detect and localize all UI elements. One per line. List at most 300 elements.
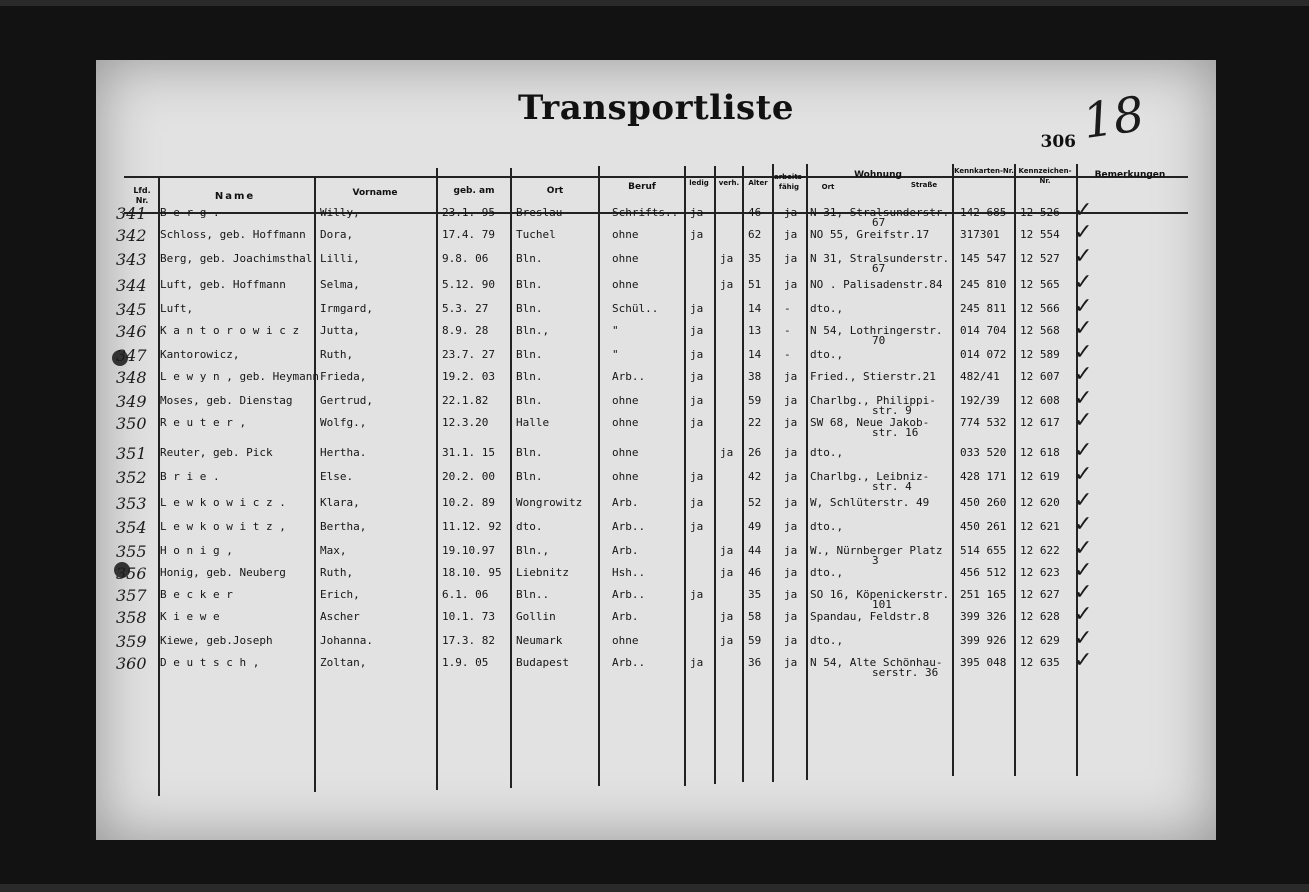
row-ort: Bln. [516, 302, 543, 315]
row-kennzeichen-nr: 12 627 [1020, 588, 1060, 601]
row-kennzeichen-nr: 12 568 [1020, 324, 1060, 337]
checkmark-icon: ✓ [1074, 512, 1093, 537]
checkmark-icon: ✓ [1074, 558, 1093, 583]
row-wohnung: dto., [810, 566, 844, 579]
row-beruf: Arb.. [612, 520, 646, 533]
row-beruf: " [612, 348, 619, 361]
row-wohnung-line2: 67 [872, 216, 886, 229]
row-geb-am: 17.4. 79 [442, 228, 495, 241]
row-arbeitsfaehig: ja [784, 496, 798, 509]
row-ledig: ja [690, 416, 704, 429]
row-geb-am: 22.1.82 [442, 394, 489, 407]
row-kennkarten-nr: 033 520 [960, 446, 1007, 459]
row-kennkarten-nr: 450 261 [960, 520, 1007, 533]
row-number: 343 [116, 250, 147, 269]
row-beruf: ohne [612, 416, 639, 429]
row-wohnung: Charlbg., Leibniz- [810, 470, 930, 483]
row-kennkarten-nr: 251 165 [960, 588, 1007, 601]
checkmark-icon: ✓ [1074, 408, 1093, 433]
row-arbeitsfaehig: ja [784, 228, 798, 241]
row-name: Luft, geb. Hoffmann [160, 278, 286, 291]
row-verh: ja [720, 544, 734, 557]
row-ledig: ja [690, 588, 704, 601]
row-name: Kantorowicz, [160, 348, 240, 361]
row-beruf: ohne [612, 634, 639, 647]
row-wohnung: dto., [810, 634, 844, 647]
row-name: D e u t s c h , [160, 656, 260, 669]
row-number: 358 [116, 608, 147, 627]
row-vorname: Jutta, [320, 324, 360, 337]
col-divider [314, 176, 316, 792]
row-kennzeichen-nr: 12 527 [1020, 252, 1060, 265]
row-verh: ja [720, 566, 734, 579]
row-arbeitsfaehig: ja [784, 252, 798, 265]
row-number: 357 [116, 586, 147, 605]
col-header-alter: Alter [748, 179, 768, 187]
col-divider [684, 166, 686, 786]
row-alter: 59 [748, 394, 762, 407]
row-beruf: Schrifts.. [612, 206, 679, 219]
row-number: 352 [116, 468, 147, 487]
col-header-wohnung-strasse: Straße [910, 181, 938, 189]
row-wohnung: NO 55, Greifstr.17 [810, 228, 930, 241]
row-wohnung: N 31, Stralsunderstr. [810, 252, 950, 265]
row-number: 356 [116, 564, 147, 583]
row-arbeitsfaehig: ja [784, 370, 798, 383]
row-arbeitsfaehig: ja [784, 656, 798, 669]
row-geb-am: 1.9. 05 [442, 656, 489, 669]
row-name: L e w k o w i c z . [160, 496, 286, 509]
row-name: K i e w e [160, 610, 220, 623]
row-ledig: ja [690, 496, 704, 509]
row-kennkarten-nr: 245 810 [960, 278, 1007, 291]
row-kennkarten-nr: 482/41 [960, 370, 1000, 383]
row-geb-am: 20.2. 00 [442, 470, 495, 483]
row-number: 349 [116, 392, 147, 411]
row-geb-am: 19.2. 03 [442, 370, 495, 383]
row-geb-am: 17.3. 82 [442, 634, 495, 647]
row-kennzeichen-nr: 12 623 [1020, 566, 1060, 579]
row-name: Reuter, geb. Pick [160, 446, 273, 459]
checkmark-icon: ✓ [1074, 340, 1093, 365]
row-vorname: Wolfg., [320, 416, 367, 429]
row-geb-am: 23.7. 27 [442, 348, 495, 361]
checkmark-icon: ✓ [1074, 438, 1093, 463]
row-arbeitsfaehig: - [784, 324, 791, 337]
row-wohnung: N 31, Stralsunderstr. [810, 206, 950, 219]
row-ort: dto. [516, 520, 543, 533]
row-alter: 44 [748, 544, 762, 557]
row-ort: Neumark [516, 634, 563, 647]
row-vorname: Dora, [320, 228, 354, 241]
row-geb-am: 6.1. 06 [442, 588, 489, 601]
row-wohnung: N 54, Alte Schönhau- [810, 656, 943, 669]
row-ort: Bln. [516, 278, 543, 291]
col-header-ledig: ledig [689, 179, 709, 187]
row-kennkarten-nr: 399 326 [960, 610, 1007, 623]
col-header-arbeitsfaehig: arbeits-fähig [774, 173, 805, 191]
row-ledig: ja [690, 656, 704, 669]
row-alter: 46 [748, 206, 762, 219]
row-number: 359 [116, 632, 147, 651]
row-vorname: Gertrud, [320, 394, 373, 407]
row-ort: Bln.. [516, 588, 550, 601]
row-ort: Bln., [516, 324, 550, 337]
row-alter: 14 [748, 302, 762, 315]
row-number: 360 [116, 654, 147, 673]
row-alter: 13 [748, 324, 762, 337]
row-ort: Budapest [516, 656, 569, 669]
row-verh: ja [720, 610, 734, 623]
row-kennzeichen-nr: 12 526 [1020, 206, 1060, 219]
row-wohnung: SO 16, Köpenickerstr. [810, 588, 950, 601]
col-divider [436, 168, 438, 790]
row-wohnung-line2: serstr. 36 [872, 666, 939, 679]
row-verh: ja [720, 634, 734, 647]
row-wohnung-line2: str. 9 [872, 404, 912, 417]
checkmark-icon: ✓ [1074, 602, 1093, 627]
row-name: Berg, geb. Joachimsthal [160, 252, 313, 265]
checkmark-icon: ✓ [1074, 362, 1093, 387]
row-kennkarten-nr: 399 926 [960, 634, 1007, 647]
row-geb-am: 19.10.97 [442, 544, 495, 557]
row-wohnung-line2: 101 [872, 598, 892, 611]
row-vorname: Selma, [320, 278, 360, 291]
col-header-lfd-nr: Lfd. Nr. [133, 186, 151, 205]
row-wohnung: dto., [810, 302, 844, 315]
row-name: Schloss, geb. Hoffmann [160, 228, 306, 241]
row-number: 342 [116, 226, 147, 245]
row-kennzeichen-nr: 12 621 [1020, 520, 1060, 533]
row-name: Moses, geb. Dienstag [160, 394, 293, 407]
row-kennkarten-nr: 192/39 [960, 394, 1000, 407]
row-alter: 59 [748, 634, 762, 647]
row-geb-am: 9.8. 06 [442, 252, 489, 265]
row-wohnung: W., Nürnberger Platz [810, 544, 943, 557]
row-ort: Bln. [516, 370, 543, 383]
film-edge-bottom [0, 884, 1309, 892]
row-kennzeichen-nr: 12 617 [1020, 416, 1060, 429]
row-kennkarten-nr: 428 171 [960, 470, 1007, 483]
row-kennzeichen-nr: 12 629 [1020, 634, 1060, 647]
row-alter: 22 [748, 416, 762, 429]
row-kennzeichen-nr: 12 589 [1020, 348, 1060, 361]
row-arbeitsfaehig: ja [784, 520, 798, 533]
row-ort: Bln. [516, 446, 543, 459]
row-vorname: Klara, [320, 496, 360, 509]
row-kennkarten-nr: 145 547 [960, 252, 1007, 265]
row-beruf: Arb.. [612, 656, 646, 669]
checkmark-icon: ✓ [1074, 462, 1093, 487]
row-number: 354 [116, 518, 147, 537]
checkmark-icon: ✓ [1074, 626, 1093, 651]
row-wohnung: SW 68, Neue Jakob- [810, 416, 930, 429]
row-geb-am: 10.1. 73 [442, 610, 495, 623]
row-beruf: Arb. [612, 496, 639, 509]
row-alter: 26 [748, 446, 762, 459]
handwritten-number: 18 [1079, 86, 1148, 150]
row-beruf: Arb.. [612, 588, 646, 601]
col-header-bemerkungen: Bemerkungen [1094, 170, 1166, 180]
row-beruf: " [612, 324, 619, 337]
row-ledig: ja [690, 370, 704, 383]
checkmark-icon: ✓ [1074, 244, 1093, 269]
row-wohnung: W, Schlüterstr. 49 [810, 496, 930, 509]
row-kennkarten-nr: 317301 [960, 228, 1000, 241]
row-number: 348 [116, 368, 147, 387]
row-number: 350 [116, 414, 147, 433]
row-ledig: ja [690, 470, 704, 483]
row-number: 347 [116, 346, 147, 365]
row-name: H o n i g , [160, 544, 233, 557]
row-arbeitsfaehig: ja [784, 634, 798, 647]
row-vorname: Ruth, [320, 348, 354, 361]
col-header-kennkarten: Kennkarten-Nr. [954, 167, 1014, 175]
row-kennkarten-nr: 014 704 [960, 324, 1007, 337]
row-ledig: ja [690, 520, 704, 533]
col-divider [772, 164, 774, 782]
row-beruf: ohne [612, 470, 639, 483]
col-divider [598, 166, 600, 786]
row-ort: Halle [516, 416, 550, 429]
row-ort: Bln. [516, 252, 543, 265]
row-kennzeichen-nr: 12 565 [1020, 278, 1060, 291]
row-wohnung-line2: 67 [872, 262, 886, 275]
col-divider [952, 164, 954, 776]
col-header-name: Name [214, 191, 256, 202]
row-ledig: ja [690, 302, 704, 315]
row-verh: ja [720, 278, 734, 291]
row-kennzeichen-nr: 12 618 [1020, 446, 1060, 459]
row-alter: 52 [748, 496, 762, 509]
row-name: R e u t e r , [160, 416, 247, 429]
col-divider [742, 166, 744, 782]
col-header-verh: verh. [718, 179, 740, 187]
row-arbeitsfaehig: ja [784, 588, 798, 601]
row-arbeitsfaehig: ja [784, 566, 798, 579]
row-vorname: Bertha, [320, 520, 367, 533]
page-number: 306 [1040, 132, 1076, 152]
checkmark-icon: ✓ [1074, 316, 1093, 341]
col-header-wohnung: Wohnung [854, 170, 902, 180]
row-wohnung-line2: 70 [872, 334, 886, 347]
col-divider [510, 168, 512, 788]
row-name: K a n t o r o w i c z [160, 324, 300, 337]
row-beruf: ohne [612, 446, 639, 459]
row-arbeitsfaehig: ja [784, 470, 798, 483]
row-number: 341 [116, 204, 147, 223]
row-arbeitsfaehig: ja [784, 416, 798, 429]
row-vorname: Frieda, [320, 370, 367, 383]
row-vorname: Else. [320, 470, 354, 483]
row-alter: 35 [748, 252, 762, 265]
row-name: B e r g . [160, 206, 220, 219]
row-ledig: ja [690, 324, 704, 337]
row-arbeitsfaehig: ja [784, 610, 798, 623]
row-alter: 38 [748, 370, 762, 383]
row-wohnung: Charlbg., Philippi- [810, 394, 936, 407]
row-vorname: Ruth, [320, 566, 354, 579]
row-verh: ja [720, 446, 734, 459]
row-arbeitsfaehig: ja [784, 278, 798, 291]
row-ort: Bln., [516, 544, 550, 557]
row-alter: 58 [748, 610, 762, 623]
row-geb-am: 23.1. 95 [442, 206, 495, 219]
row-vorname: Lilli, [320, 252, 360, 265]
row-wohnung-line2: str. 16 [872, 426, 919, 439]
row-arbeitsfaehig: ja [784, 394, 798, 407]
row-ledig: ja [690, 348, 704, 361]
row-number: 346 [116, 322, 147, 341]
row-kennzeichen-nr: 12 607 [1020, 370, 1060, 383]
row-alter: 36 [748, 656, 762, 669]
row-wohnung-line2: 3 [872, 554, 879, 567]
row-kennzeichen-nr: 12 566 [1020, 302, 1060, 315]
row-beruf: ohne [612, 278, 639, 291]
row-name: B e c k e r [160, 588, 233, 601]
row-beruf: Schül.. [612, 302, 659, 315]
row-ort: Bln. [516, 394, 543, 407]
row-arbeitsfaehig: - [784, 302, 791, 315]
row-alter: 14 [748, 348, 762, 361]
row-arbeitsfaehig: ja [784, 206, 798, 219]
row-alter: 35 [748, 588, 762, 601]
row-beruf: Hsh.. [612, 566, 646, 579]
checkmark-icon: ✓ [1074, 270, 1093, 295]
col-header-kennzeichen: Kennzeichen-Nr. [1018, 167, 1072, 185]
row-vorname: Erich, [320, 588, 360, 601]
row-alter: 51 [748, 278, 762, 291]
row-beruf: Arb. [612, 610, 639, 623]
row-kennkarten-nr: 774 532 [960, 416, 1007, 429]
row-ledig: ja [690, 228, 704, 241]
checkmark-icon: ✓ [1074, 220, 1093, 245]
row-number: 344 [116, 276, 147, 295]
row-vorname: Ascher [320, 610, 360, 623]
row-wohnung-line2: str. 4 [872, 480, 912, 493]
checkmark-icon: ✓ [1074, 198, 1093, 223]
row-ort: Gollin [516, 610, 556, 623]
row-vorname: Johanna. [320, 634, 373, 647]
row-alter: 42 [748, 470, 762, 483]
row-wohnung: dto., [810, 520, 844, 533]
col-header-geb-am: geb. am [453, 186, 495, 196]
row-geb-am: 5.12. 90 [442, 278, 495, 291]
row-wohnung: Spandau, Feldstr.8 [810, 610, 930, 623]
row-alter: 46 [748, 566, 762, 579]
row-kennkarten-nr: 395 048 [960, 656, 1007, 669]
row-arbeitsfaehig: - [784, 348, 791, 361]
row-name: Luft, [160, 302, 194, 315]
col-divider [714, 166, 716, 784]
row-geb-am: 5.3. 27 [442, 302, 489, 315]
row-alter: 62 [748, 228, 762, 241]
row-alter: 49 [748, 520, 762, 533]
row-kennzeichen-nr: 12 635 [1020, 656, 1060, 669]
row-vorname: Max, [320, 544, 347, 557]
row-ledig: ja [690, 206, 704, 219]
row-ort: Bln. [516, 470, 543, 483]
row-number: 355 [116, 542, 147, 561]
row-wohnung: dto., [810, 446, 844, 459]
row-kennkarten-nr: 514 655 [960, 544, 1007, 557]
col-divider [158, 176, 160, 796]
row-wohnung: Fried., Stierstr.21 [810, 370, 936, 383]
row-ort: Bln. [516, 348, 543, 361]
row-kennkarten-nr: 450 260 [960, 496, 1007, 509]
row-beruf: ohne [612, 394, 639, 407]
document-page [96, 60, 1216, 840]
row-geb-am: 18.10. 95 [442, 566, 502, 579]
col-divider [806, 164, 808, 780]
row-geb-am: 12.3.20 [442, 416, 489, 429]
row-kennzeichen-nr: 12 608 [1020, 394, 1060, 407]
row-number: 345 [116, 300, 147, 319]
row-ledig: ja [690, 394, 704, 407]
row-kennkarten-nr: 456 512 [960, 566, 1007, 579]
row-vorname: Willy, [320, 206, 360, 219]
checkmark-icon: ✓ [1074, 488, 1093, 513]
col-header-beruf: Beruf [628, 182, 656, 192]
row-kennkarten-nr: 014 072 [960, 348, 1007, 361]
row-name: Honig, geb. Neuberg [160, 566, 286, 579]
row-kennzeichen-nr: 12 622 [1020, 544, 1060, 557]
row-kennzeichen-nr: 12 619 [1020, 470, 1060, 483]
row-kennzeichen-nr: 12 620 [1020, 496, 1060, 509]
col-header-wohnung-ort: Ort [821, 183, 835, 191]
checkmark-icon: ✓ [1074, 386, 1093, 411]
row-kennkarten-nr: 142 685 [960, 206, 1007, 219]
row-wohnung: NO . Palisadenstr.84 [810, 278, 943, 291]
row-ort: Wongrowitz [516, 496, 583, 509]
row-vorname: Irmgard, [320, 302, 373, 315]
row-arbeitsfaehig: ja [784, 446, 798, 459]
row-verh: ja [720, 252, 734, 265]
checkmark-icon: ✓ [1074, 536, 1093, 561]
col-divider [1014, 164, 1016, 776]
row-beruf: Arb.. [612, 370, 646, 383]
row-arbeitsfaehig: ja [784, 544, 798, 557]
row-geb-am: 10.2. 89 [442, 496, 495, 509]
row-beruf: ohne [612, 252, 639, 265]
row-name: L e w y n , geb. Heymann [160, 370, 319, 383]
checkmark-icon: ✓ [1074, 580, 1093, 605]
row-wohnung: dto., [810, 348, 844, 361]
row-ort: Tuchel [516, 228, 556, 241]
row-beruf: ohne [612, 228, 639, 241]
row-name: Kiewe, geb.Joseph [160, 634, 273, 647]
row-wohnung: N 54, Lothringerstr. [810, 324, 943, 337]
row-number: 353 [116, 494, 147, 513]
film-edge-top [0, 0, 1309, 6]
row-beruf: Arb. [612, 544, 639, 557]
document-title: Transportliste [517, 88, 794, 128]
row-geb-am: 8.9. 28 [442, 324, 489, 337]
checkmark-icon: ✓ [1074, 648, 1093, 673]
row-vorname: Hertha. [320, 446, 367, 459]
row-vorname: Zoltan, [320, 656, 367, 669]
row-name: B r i e . [160, 470, 220, 483]
checkmark-icon: ✓ [1074, 294, 1093, 319]
row-name: L e w k o w i t z , [160, 520, 286, 533]
row-ort: Liebnitz [516, 566, 569, 579]
col-header-ort: Ort [546, 186, 564, 196]
row-kennzeichen-nr: 12 554 [1020, 228, 1060, 241]
row-geb-am: 11.12. 92 [442, 520, 502, 533]
row-kennkarten-nr: 245 811 [960, 302, 1007, 315]
row-ort: Breslau [516, 206, 563, 219]
row-kennzeichen-nr: 12 628 [1020, 610, 1060, 623]
